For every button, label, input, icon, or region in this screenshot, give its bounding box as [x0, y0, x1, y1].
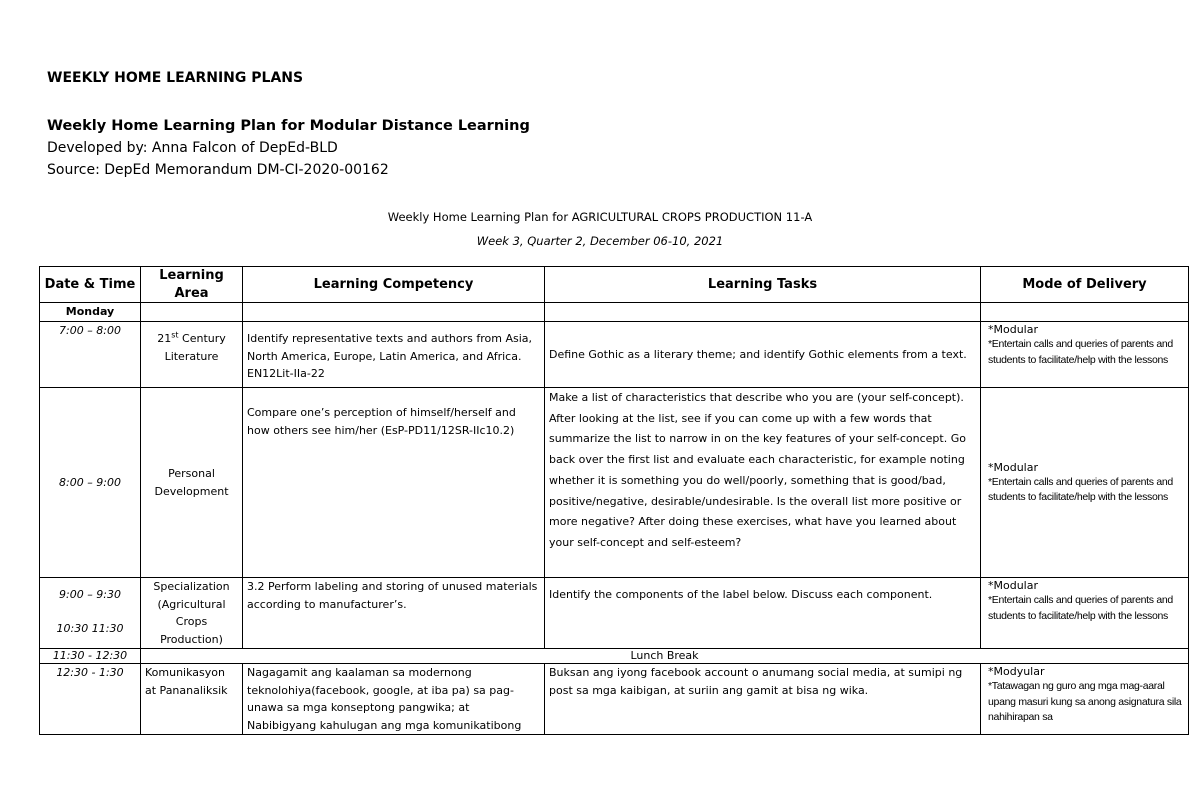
row-competency: Identify representative texts and authors from Asia, North America, Europe, Latin America, and Africa. EN12Lit-IIa-22	[243, 322, 545, 388]
table-row	[40, 664, 1189, 735]
page-heading: WEEKLY HOME LEARNING PLANS	[47, 70, 304, 86]
developed-by: Developed by: Anna Falcon of DepEd-BLD	[47, 140, 338, 156]
row-learning-area: 21st Century Literature	[141, 322, 243, 388]
row-mode: *Modular *Entertain calls and queries of parents and students to facilitate/help with the lessons	[981, 388, 1189, 578]
row-learning-area: Komunikasyon at Pananaliksik	[141, 664, 243, 735]
table-row	[40, 388, 1189, 578]
table-row	[40, 322, 1189, 388]
row-learning-area: Personal Development	[141, 388, 243, 578]
row-tasks: Identify the components of the label below. Discuss each component.	[545, 578, 981, 649]
row-time: 12:30 - 1:30	[40, 664, 141, 735]
header-date-time: Date & Time	[40, 267, 141, 303]
row-tasks: Buksan ang iyong facebook account o anumang social media, at sumipi ng post sa mga kaibigan, at suriin ang gamit at bisa ng wika.	[545, 664, 981, 735]
lunch-row	[40, 649, 1189, 664]
row-competency: Nagagamit ang kaalaman sa modernong teknolohiya(facebook, google, at iba pa) sa pag-unawa sa mga konseptong pangwika; at Nabibigyang kahulugan ang mga komunikatibong	[243, 664, 545, 735]
header-mode-of-delivery: Mode of Delivery	[981, 267, 1189, 303]
row-competency: 3.2 Perform labeling and storing of unused materials according to manufacturer’s.	[243, 578, 545, 649]
row-mode: *Modyular *Tatawagan ng guro ang mga mag-aaral upang masuri kung sa anong asignatura sila nahihirapan sa	[981, 664, 1189, 735]
row-tasks: Make a list of characteristics that describe who you are (your self-concept). After looking at the list, see if you can come up with a few words that summarize the list to narrow in on the key features of your self-concept. Go back over the first list and evaluate each characteristic, for example noting whether it is something you do well/poorly, something that is good/bad, positive/negative, desirable/undesirable. Is the overall list more positive or more negative? After doing these exercises, what have you learned about your self-concept and self-esteem?	[545, 388, 981, 578]
plan-title: Weekly Home Learning Plan for Modular Distance Learning	[47, 118, 530, 134]
row-time: 8:00 – 9:00	[40, 388, 141, 578]
lunch-time: 11:30 - 12:30	[40, 649, 141, 664]
row-time: 7:00 – 8:00	[40, 322, 141, 388]
day-row	[40, 303, 1189, 322]
row-tasks: Define Gothic as a literary theme; and identify Gothic elements from a text.	[545, 322, 981, 388]
row-mode: *Modular *Entertain calls and queries of parents and students to facilitate/help with the lessons	[981, 322, 1189, 388]
table-header-row	[40, 267, 1189, 303]
header-learning-tasks: Learning Tasks	[545, 267, 981, 303]
header-learning-area: Learning Area	[141, 267, 243, 303]
learning-plan-table	[39, 266, 1189, 735]
row-time: 9:00 – 9:30 10:30 11:30	[40, 578, 141, 649]
table-row	[40, 578, 1189, 649]
source-line: Source: DepEd Memorandum DM-CI-2020-00162	[47, 162, 389, 178]
row-mode: *Modular *Entertain calls and queries of parents and students to facilitate/help with the lessons	[981, 578, 1189, 649]
document-title: Weekly Home Learning Plan for AGRICULTURAL CROPS PRODUCTION 11-A	[387, 210, 813, 224]
row-competency: Compare one’s perception of himself/herself and how others see him/her (EsP-PD11/12SR-IIc10.2)	[243, 388, 545, 578]
document-subtitle: Week 3, Quarter 2, December 06-10, 2021	[476, 234, 724, 248]
row-learning-area: Specialization (Agricultural Crops Production)	[141, 578, 243, 649]
day-label: Monday	[40, 303, 141, 322]
lunch-break-label: Lunch Break	[141, 649, 1189, 664]
header-learning-competency: Learning Competency	[243, 267, 545, 303]
